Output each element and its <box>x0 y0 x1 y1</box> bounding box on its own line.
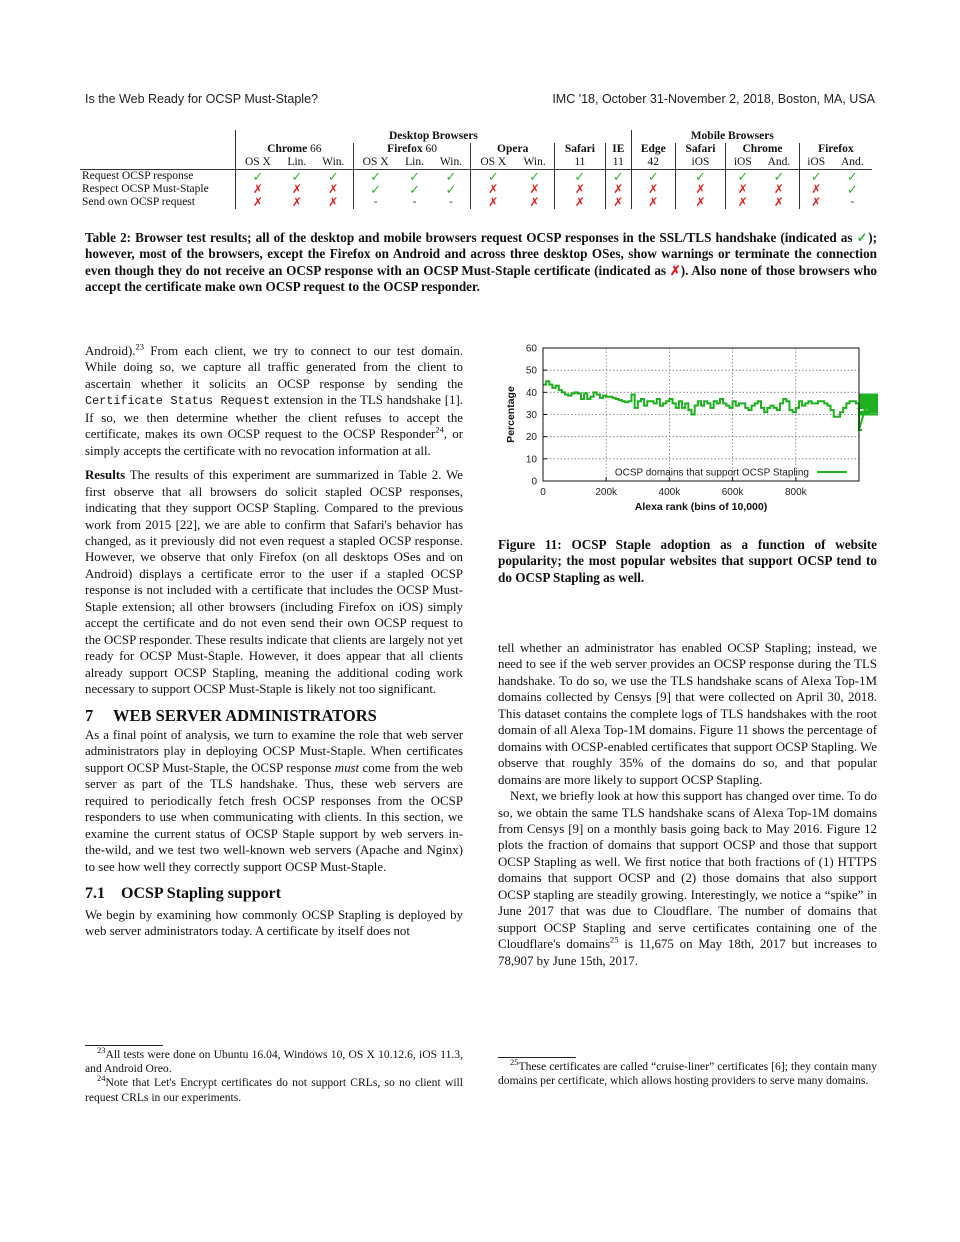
x-axis-label: Alexa rank (bins of 10,000) <box>634 501 768 513</box>
cross-icon: ✗ <box>773 195 784 209</box>
cross-icon: ✗ <box>236 196 280 209</box>
table-2 <box>80 130 880 209</box>
check-icon: ✓ <box>353 170 397 184</box>
y-tick-label: 60 <box>525 343 537 355</box>
subsection-number: 7.1 <box>85 885 105 903</box>
section-number: 7 <box>85 705 94 725</box>
table-row <box>80 183 872 196</box>
not-applicable: - <box>850 196 855 208</box>
check-icon: ✓ <box>445 169 457 184</box>
check-icon: ✓ <box>236 170 280 184</box>
cross-icon: ✗ <box>328 182 339 196</box>
x-tick-label: 800k <box>784 487 807 498</box>
y-tick-label: 30 <box>525 410 537 421</box>
caption-label: Table 2: <box>85 230 132 245</box>
check-icon: ✓ <box>471 170 515 184</box>
text: , or simply accepts the certificate with no revocation information at all. <box>85 427 463 458</box>
y-tick-label: 50 <box>525 365 537 377</box>
cross-icon: ✗ <box>675 196 726 209</box>
cross-icon: ✗ <box>529 182 540 196</box>
series-line <box>543 381 878 430</box>
check-icon: ✓ <box>726 170 759 184</box>
footnote-ref: 23 <box>135 341 144 352</box>
group-mobile: Mobile Browsers <box>631 130 832 143</box>
paragraph <box>85 727 463 875</box>
check-icon: ✓ <box>353 183 397 196</box>
browser-header: Chrome <box>726 143 799 156</box>
browser-header: Edge <box>631 143 675 156</box>
cross-icon: ✗ <box>726 196 759 209</box>
check-icon: ✓ <box>605 170 631 184</box>
check-icon: ✓ <box>675 170 726 184</box>
check-icon: ✓ <box>409 182 420 197</box>
footnotes-left <box>85 1045 463 1105</box>
footnote-24 <box>85 1073 463 1104</box>
footnote-25 <box>498 1057 877 1088</box>
cross-icon: ✗ <box>471 183 515 196</box>
legend-label: OCSP domains that support OCSP Stapling <box>614 467 809 479</box>
check-icon: ✓ <box>846 182 858 197</box>
platform-header: Win. <box>314 156 353 170</box>
cross-icon: ✗ <box>605 196 631 209</box>
check-icon: ✓ <box>846 169 858 184</box>
paragraph: We begin by examining how commonly OCSP Stapling is deployed by web server administrators today. A certificate by itself does not <box>85 907 463 938</box>
browser-header: Firefox <box>799 143 872 156</box>
footnote-number: 25 <box>510 1057 519 1068</box>
row-label: Request OCSP response <box>82 170 194 182</box>
paragraph-results <box>85 467 463 697</box>
cross-icon: ✗ <box>529 195 540 209</box>
platform-header: iOS <box>726 156 759 170</box>
caption-text: OCSP Staple adoption as a function of website popularity; the most popular websites that support OCSP tend to do OCSP Stapling as well. <box>498 537 877 585</box>
not-applicable: - <box>449 196 453 208</box>
text: As a final point of analysis, we turn to examine the role that web server administrators play in deploying OCSP Must-Staple. When certificates support OCSP Must-Staple, the OCSP response <box>85 727 463 775</box>
paragraph <box>85 343 463 459</box>
table-caption <box>85 230 877 296</box>
browser-header: IE <box>605 143 631 156</box>
platform-header: OS X <box>353 156 397 170</box>
footnote-text: These certificates are called “cruise-liner” certificates [6]; they contain many domains per certificate, which allows hosting providers to serve many domains. <box>498 1060 877 1088</box>
browser-header: Chrome 66 <box>236 143 354 156</box>
table-row <box>80 196 872 209</box>
text: Android). <box>85 344 136 358</box>
cross-icon: ✗ <box>555 196 606 209</box>
cross-icon: ✗ <box>555 183 606 196</box>
cross-icon: ✗ <box>799 183 832 196</box>
platform-header: iOS <box>799 156 832 170</box>
check-icon: ✓ <box>631 170 675 184</box>
figure-caption <box>498 537 877 586</box>
section-heading <box>85 705 463 725</box>
footnote-ref: 24 <box>435 424 444 435</box>
y-tick-label: 20 <box>525 432 537 444</box>
not-applicable: - <box>353 196 397 209</box>
y-axis-label: Percentage <box>505 386 517 443</box>
section-title: WEB SERVER ADMINISTRATORS <box>113 705 377 725</box>
footnote-23 <box>85 1045 463 1076</box>
cross-icon: ✗ <box>328 195 339 209</box>
running-head-title: Is the Web Ready for OCSP Must-Staple? <box>85 92 318 106</box>
cross-icon: ✗ <box>471 196 515 209</box>
text: From each client, we try to connect to our test domain. While doing so, we capture all traffic generated from the client to ascertain whether it solicits an OCSP response by sending the <box>85 344 463 391</box>
platform-header: OS X <box>236 156 280 170</box>
check-icon: ✓ <box>555 170 606 184</box>
check-icon: ✓ <box>409 169 420 184</box>
browser-header: Firefox 60 <box>353 143 471 156</box>
browser-header: Safari <box>675 143 726 156</box>
emphasis: must <box>334 760 360 775</box>
platform-header: Win. <box>515 156 554 170</box>
check-icon: ✓ <box>445 182 457 197</box>
cross-icon: ✗ <box>605 183 631 196</box>
platform-header: Win. <box>432 156 471 170</box>
text: The results of this experiment are summarized in Table 2. We first observe that all browsers do solicit stapled OCSP responses, indicating that they support OCSP Stapling. Compared to the previous work from 2015 [22], we are able to confirm that Safari's behavior has changed, as it previously did not even request a stapled OCSP response. However, we observe that only Firefox (on all desktops OSes and on Android) displays a certificate error to the user if a stapled OCSP response is not included with a certificate that includes the OCSP Must-Staple extension; all other browsers (including Firefox on iOS) simply accept the certificate and do not even send their own OCSP request to the OCSP responder. These results indicate that clients are largely not yet ready for OCSP Must-Staple. However, it does appear that all clients already support OCSP Stapling, meaning the additional coding work necessary to support OCSP Must-Staple is likely not too significant. <box>85 468 463 697</box>
platform-header: iOS <box>675 156 726 170</box>
platform-header: Lin. <box>398 156 432 170</box>
caption-text: Browser test results; all of the desktop and mobile browsers request OCSP responses in the SSL/TLS handshake (indicated as <box>131 230 857 245</box>
browser-header: Opera <box>471 143 555 156</box>
footnote-text: All tests were done on Ubuntu 16.04, Windows 10, OS X 10.12.6, iOS 11.3, and Android Oreo. <box>85 1048 463 1076</box>
platform-header: Lin. <box>280 156 314 170</box>
platform-header: 11 <box>555 156 606 170</box>
y-tick-label: 0 <box>531 476 537 488</box>
y-tick-label: 40 <box>525 387 537 399</box>
check-icon: ✓ <box>327 169 339 184</box>
cross-icon: ✗ <box>669 262 681 278</box>
table-row <box>80 170 872 184</box>
not-applicable: - <box>412 196 417 208</box>
x-tick-label: 200k <box>595 487 618 498</box>
x-tick-label: 0 <box>540 487 546 498</box>
results-lead: Results <box>85 468 126 483</box>
platform-header: 42 <box>631 156 675 170</box>
caption-text: ). Also none of those browsers who accept the certificate make own OCSP request to the OCSP responder. <box>85 262 877 295</box>
left-column <box>85 343 463 939</box>
text: extension in the TLS handshake [1]. If so, we then determine whether the client refuses to accept the certificate, makes its own OCSP request to the OCSP Responder <box>85 393 463 442</box>
platform-header: And. <box>759 156 799 170</box>
row-label: Send own OCSP request <box>82 196 195 208</box>
browser-header: Safari <box>555 143 606 156</box>
cross-icon: ✗ <box>236 183 280 196</box>
cross-icon: ✗ <box>726 183 759 196</box>
cross-icon: ✗ <box>291 182 302 196</box>
subsection-heading <box>85 886 463 902</box>
code-text: Certificate Status Request <box>85 394 271 409</box>
cross-icon: ✗ <box>773 182 784 196</box>
right-column <box>498 640 877 969</box>
x-tick-label: 400k <box>658 487 681 498</box>
cross-icon: ✗ <box>291 195 302 209</box>
platform-header: OS X <box>471 156 515 170</box>
check-icon: ✓ <box>856 230 869 245</box>
footnotes-right <box>498 1057 877 1088</box>
x-tick-label: 600k <box>721 487 744 498</box>
cross-icon: ✗ <box>631 196 675 209</box>
browser-results-table <box>80 130 872 209</box>
platform-header: 11 <box>605 156 631 170</box>
check-icon: ✓ <box>529 169 541 184</box>
check-icon: ✓ <box>799 170 832 184</box>
y-tick-label: 10 <box>525 454 537 466</box>
paragraph <box>498 788 877 969</box>
group-desktop: Desktop Browsers <box>236 130 632 143</box>
text: is 11,675 on May 18th, 2017 but increases to 78,907 by June 15th, 2017. <box>498 937 877 968</box>
cross-icon: ✗ <box>675 183 726 196</box>
cross-icon: ✗ <box>799 196 832 209</box>
caption-label: Figure 11: <box>498 537 562 552</box>
text: Next, we briefly look at how this support has changed over time. To do so, we obtain the same TLS handshake scans of Alexa Top-1M domains from Censys [9] on a monthly basis going back to May 2016. Figure 12 plots the fraction of domains that support OCSP and those that support OCSP Stapling as well. We first notice that both fractions of (1) HTTPS domains that support OCSP and (2) those domains that also support OCSP stapling are steadily growing. Interestingly, we notice a “spike” in June 2017 that was due to Cloudflare. The number of domains that support OCSP Stapling and serve certificates containing one of the Cloudflare's domains <box>498 789 877 952</box>
footnote-number: 24 <box>97 1073 106 1084</box>
footnote-text: Note that Let's Encrypt certificates do not support CRLs, so no client will request CRLs in our experiments. <box>85 1076 463 1104</box>
check-icon: ✓ <box>291 169 303 184</box>
cross-icon: ✗ <box>631 183 675 196</box>
paragraph: tell whether an administrator has enabled OCSP Stapling; instead, we need to see if the web server provides an OCSP response during the TLS handshake. To do so, we use the TLS handshake scans of Alexa Top-1M domains collected by Censys [9] that were collected on April 30, 2018. This dataset contains the complete logs of TLS handshakes with the root domain of all Alexa Top-1M domains. Figure 11 shows the percentage of domains with OCSP-enabled certificates that support OCSP Stapling. We observe that roughly 35% of the domains do so, and that popular domains are more likely to support OCSP Stapling. <box>498 641 877 787</box>
footnote-ref: 25 <box>610 934 619 945</box>
caption-text: ); however, most of the browsers, except the Firefox on Android and across three desktop OSes, show warnings or terminate the connection even though they do not receive an OCSP response with an OCSP Must-Staple certificate (indicated as <box>85 230 877 278</box>
platform-header: And. <box>833 156 872 170</box>
row-label: Respect OCSP Must-Staple <box>82 183 209 195</box>
text: come from the web server as part of the TLS handshake. Thus, these web servers are required to periodically fetch fresh OCSP responses from the OCSP responders to use when communicating with clients. In this section, we examine the current status of OCSP Staple support by web servers in-the-wild, and we test two well-known web servers (Apache and Nginx) to see how well they correctly support OCSP Must-Staple. <box>85 760 463 874</box>
check-icon: ✓ <box>773 169 785 184</box>
footnote-number: 23 <box>97 1045 106 1056</box>
subsection-title: OCSP Stapling support <box>121 885 282 903</box>
running-head-venue: IMC '18, October 31-November 2, 2018, Boston, MA, USA <box>552 92 875 106</box>
figure-11-chart <box>498 340 878 520</box>
